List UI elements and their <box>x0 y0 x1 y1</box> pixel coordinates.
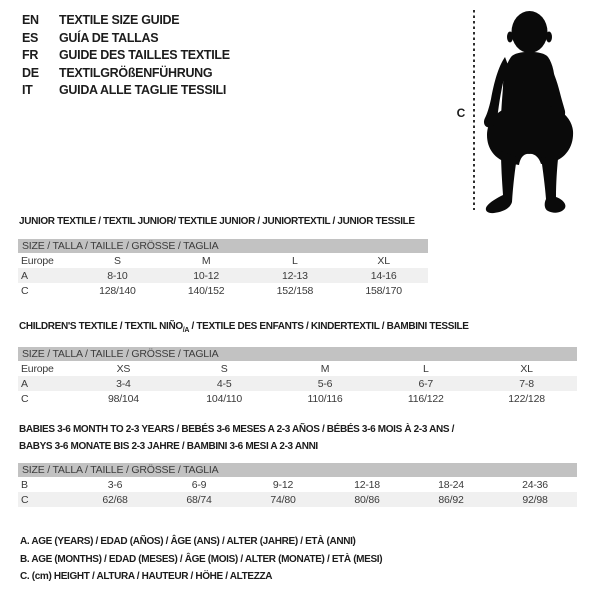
cell: 10-12 <box>193 269 220 282</box>
cell: 5-6 <box>317 377 333 390</box>
cell: 7-8 <box>519 377 534 390</box>
cell: 6-9 <box>191 478 207 491</box>
cell: 110/116 <box>307 392 343 405</box>
baby-silhouette-icon <box>483 11 575 215</box>
table-row <box>18 283 428 298</box>
babies-section-title-line2: BABYS 3-6 MONATE BIS 2-3 JAHRE / BAMBINI 3-6 MESI A 2-3 ANNI <box>19 441 318 452</box>
children-size-header-bar <box>18 347 577 361</box>
cell: 74/80 <box>270 493 296 506</box>
cell: 152/158 <box>276 284 314 297</box>
table-row <box>18 361 577 376</box>
table-row <box>18 376 577 391</box>
cell: 86/92 <box>438 493 464 506</box>
lang-title: TEXTILE SIZE GUIDE <box>59 13 180 27</box>
language-list <box>22 12 230 100</box>
cell: 3-4 <box>116 377 131 390</box>
lang-title: GUÍA DE TALLAS <box>59 30 159 45</box>
table-row <box>18 391 577 406</box>
table-row <box>18 268 428 283</box>
cell: 12-13 <box>281 269 308 282</box>
junior-size-table <box>18 239 428 298</box>
cell: XL <box>377 254 390 267</box>
height-measure-label: C <box>456 106 466 120</box>
babies-section-title-line1: BABIES 3-6 MONTH TO 2-3 YEARS / BEBÉS 3-6 MESES A 2-3 AÑOS / BÉBÉS 3-6 MOIS À 2-3 ANS / <box>19 424 455 435</box>
row-label: A <box>21 269 28 282</box>
row-label: A <box>21 377 28 390</box>
cell: S <box>220 362 228 375</box>
cell: 128/140 <box>99 284 136 297</box>
cell: L <box>422 362 429 375</box>
lang-code: DE <box>22 65 39 80</box>
children-title-sub: /A <box>182 327 190 334</box>
children-title-suffix: / TEXTILE DES ENFANTS / KINDERTEXTIL / BAMBINI TESSILE <box>189 321 469 332</box>
cell: 116/122 <box>407 392 444 405</box>
children-size-table <box>18 347 577 406</box>
babies-size-header-bar <box>18 463 577 477</box>
lang-row-de <box>22 65 230 83</box>
legend-note-c: C. (cm) HEIGHT / ALTURA / HAUTEUR / HÖHE / ALTEZZA <box>20 571 273 582</box>
cell: 68/74 <box>186 493 212 506</box>
children-section-title <box>19 320 469 337</box>
cell: M <box>201 254 211 267</box>
cell: XS <box>116 362 131 375</box>
lang-row-en <box>22 12 230 30</box>
junior-section-title: JUNIOR TEXTILE / TEXTIL JUNIOR/ TEXTILE JUNIOR / JUNIORTEXTIL / JUNIOR TESSILE <box>19 216 415 227</box>
cell: 9-12 <box>272 478 294 491</box>
lang-title: GUIDE DES TAILLES TEXTILE <box>59 48 230 62</box>
cell: 18-24 <box>438 478 464 491</box>
lang-title: GUIDA ALLE TAGLIE TESSILI <box>59 83 227 97</box>
cell: 80/86 <box>354 493 380 506</box>
legend-note-b: B. AGE (MONTHS) / EDAD (MESES) / ÂGE (MOIS) / ALTER (MONATE) / ETÀ (MESI) <box>20 553 383 565</box>
cell: XL <box>520 362 533 375</box>
row-label: B <box>21 478 28 491</box>
lang-row-fr <box>22 47 230 65</box>
cell: 98/104 <box>107 392 139 405</box>
cell: 14-16 <box>370 269 397 282</box>
table-row <box>18 253 428 268</box>
cell: L <box>292 254 298 267</box>
table-row <box>18 492 577 507</box>
row-label: C <box>21 493 29 506</box>
junior-size-header-bar <box>18 239 428 253</box>
row-label: Europe <box>21 254 54 267</box>
lang-code: FR <box>22 48 39 62</box>
cell: 3-6 <box>107 478 123 491</box>
lang-title: TEXTILGRÖßENFÜHRUNG <box>59 65 213 80</box>
size-header-label: SIZE / TALLA / TAILLE / GRÖSSE / TAGLIA <box>22 240 219 252</box>
cell: 158/170 <box>365 284 402 297</box>
row-label: Europe <box>21 362 54 375</box>
height-dashed-line <box>473 10 475 210</box>
cell: 140/152 <box>187 284 225 297</box>
legend-note-a: A. AGE (YEARS) / EDAD (AÑOS) / ÂGE (ANS) / ALTER (JAHRE) / ETÀ (ANNI) <box>20 536 356 547</box>
cell: 6-7 <box>418 377 434 390</box>
lang-code: IT <box>22 83 33 97</box>
cell: 4-5 <box>216 377 232 390</box>
cell: 12-18 <box>354 478 380 491</box>
size-header-label: SIZE / TALLA / TAILLE / GRÖSSE / TAGLIA <box>22 464 219 476</box>
cell: S <box>113 254 121 267</box>
lang-row-it <box>22 82 230 100</box>
cell: 122/128 <box>508 392 545 405</box>
cell: M <box>320 362 330 375</box>
cell: 104/110 <box>206 392 243 405</box>
children-title-prefix: CHILDREN'S TEXTILE / TEXTIL NIÑO <box>19 321 183 332</box>
lang-code: ES <box>22 30 39 45</box>
lang-code: EN <box>22 13 39 27</box>
babies-size-table <box>18 463 577 507</box>
cell: 24-36 <box>522 478 548 491</box>
cell: 92/98 <box>522 493 548 506</box>
row-label: C <box>21 284 29 297</box>
table-row <box>18 477 577 492</box>
size-header-label: SIZE / TALLA / TAILLE / GRÖSSE / TAGLIA <box>22 348 219 360</box>
legend-notes <box>20 533 382 586</box>
lang-row-es <box>22 30 230 48</box>
cell: 8-10 <box>107 269 128 282</box>
row-label: C <box>21 392 29 405</box>
cell: 62/68 <box>102 493 128 506</box>
